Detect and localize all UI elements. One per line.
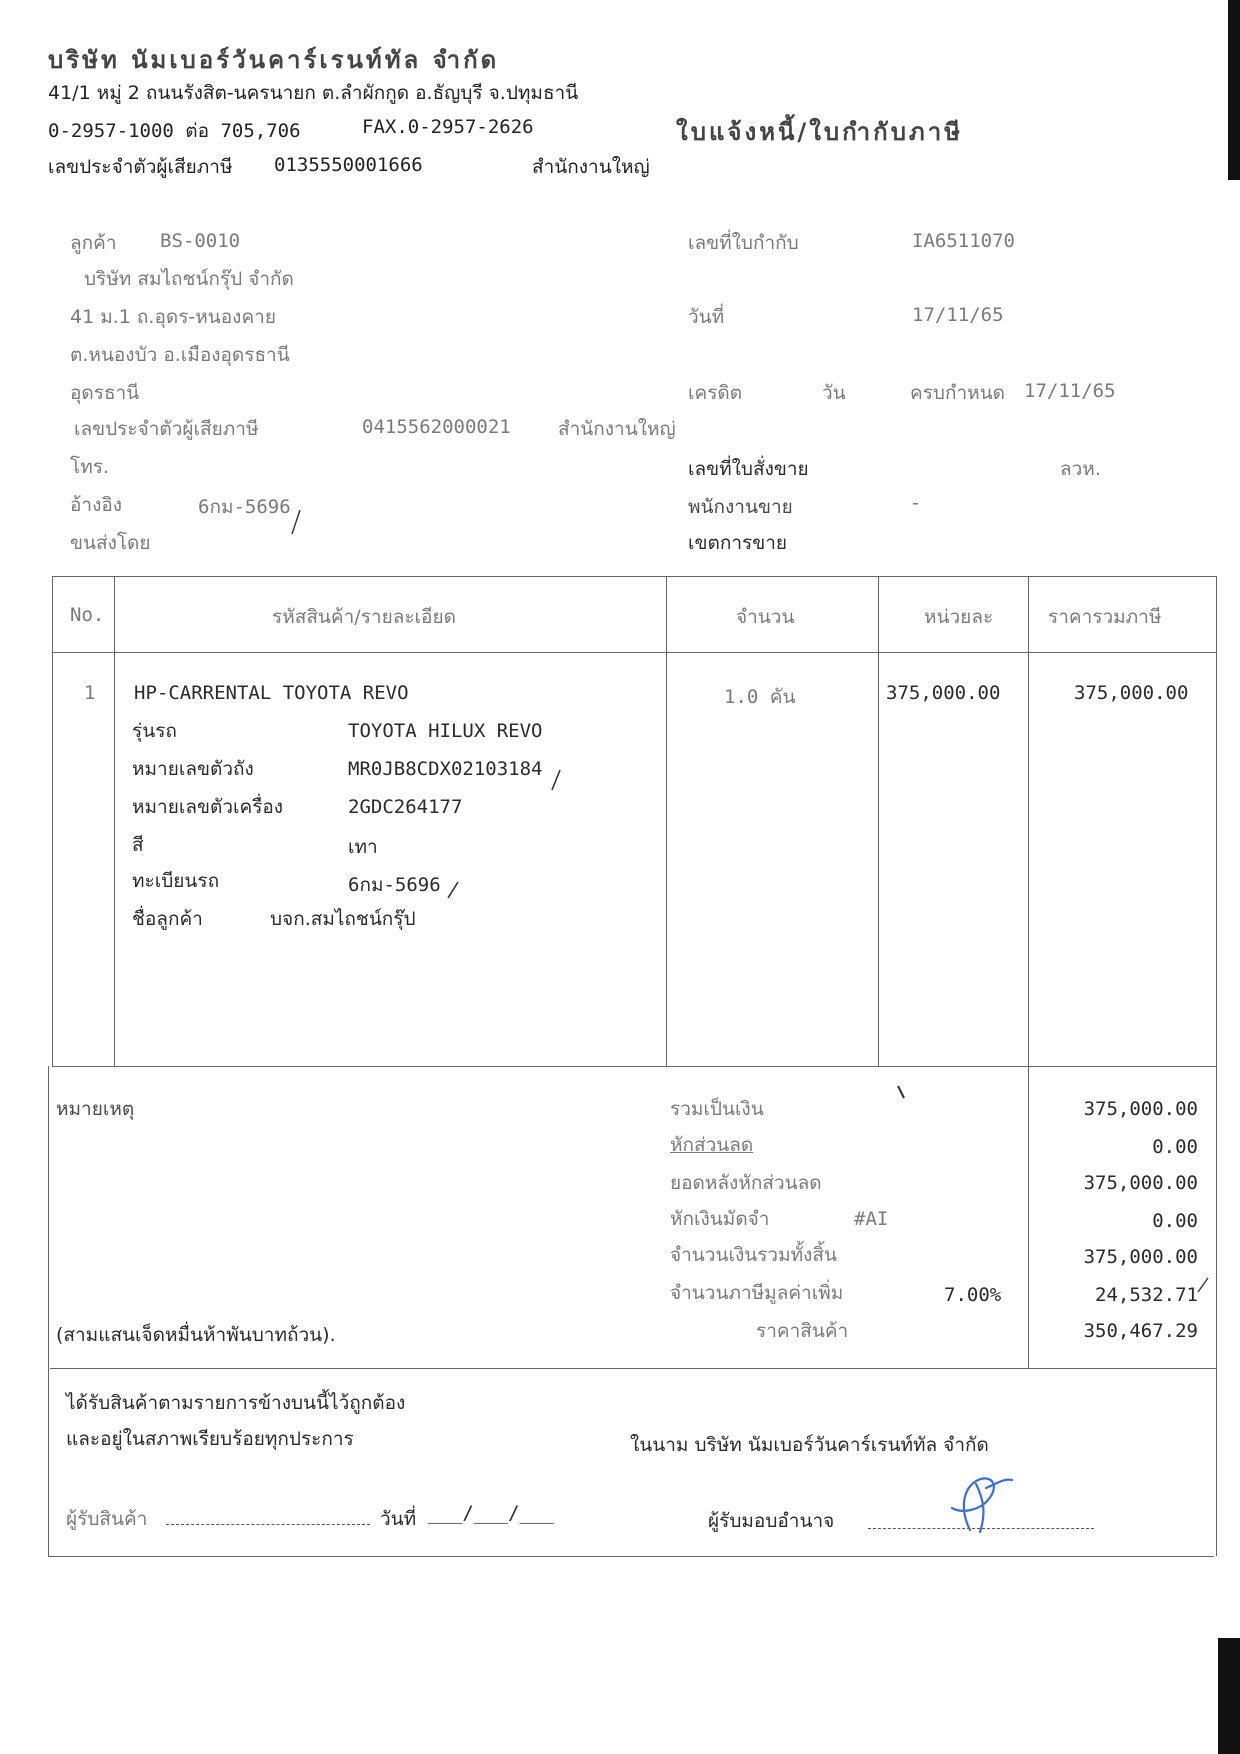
invoice-no-label: เลขที่ใบกำกับ bbox=[688, 232, 799, 254]
due-date: 17/11/65 bbox=[1024, 380, 1116, 402]
row-total: 375,000.00 bbox=[1074, 682, 1189, 704]
credit-days-label: วัน bbox=[822, 382, 846, 404]
header-unit-price: หน่วยละ bbox=[924, 606, 994, 628]
summary-label-discount: หักส่วนลด bbox=[670, 1134, 754, 1156]
invoice-no: IA6511070 bbox=[912, 230, 1015, 252]
company-phone: 0-2957-1000 ต่อ 705,706 bbox=[48, 120, 301, 142]
summary-label-subtotal: รวมเป็นเงิน bbox=[670, 1098, 764, 1120]
header-description: รหัสสินค้า/รายละเอียด bbox=[272, 606, 456, 628]
handwritten-signature bbox=[940, 1470, 1020, 1540]
row-no: 1 bbox=[84, 682, 96, 704]
received-statement-2: และอยู่ในสภาพเรียบร้อยทุกประการ bbox=[66, 1428, 354, 1450]
company-address: 41/1 หมู่ 2 ถนนรังสิต-นครนายก ต.ลำผักกูด อ.ธัญบุรี จ.ปทุมธานี bbox=[48, 82, 579, 104]
summary-value-discount: 0.00 bbox=[1152, 1136, 1198, 1158]
header-no: No. bbox=[70, 604, 105, 626]
summary-value-subtotal: 375,000.00 bbox=[1083, 1098, 1198, 1120]
summary-value-deposit: 0.00 bbox=[1152, 1210, 1198, 1232]
tick-mark bbox=[292, 510, 300, 534]
row-title: HP-CARRENTAL TOYOTA REVO bbox=[134, 682, 409, 704]
receive-date-blank: ___/___/___ bbox=[428, 1502, 554, 1524]
scan-edge-bar-bottom bbox=[1218, 1638, 1240, 1754]
row-quantity: 1.0 คัน bbox=[724, 686, 796, 708]
summary-label-grand-total: จำนวนเงินรวมทั้งสิ้น bbox=[670, 1244, 837, 1266]
document-title: ใบแจ้งหนี้/ใบกำกับภาษี bbox=[676, 118, 964, 146]
summary-value-grand-total: 375,000.00 bbox=[1083, 1246, 1198, 1268]
summary-value-after-discount: 375,000.00 bbox=[1083, 1172, 1198, 1194]
detail-label-color: สี bbox=[132, 834, 144, 856]
receiver-label: ผู้รับสินค้า bbox=[66, 1508, 148, 1530]
salesperson-value: - bbox=[912, 492, 919, 514]
customer-address-3: อุดรธานี bbox=[70, 382, 140, 404]
detail-value-customer: บจก.สมไถชน์กรุ๊ป bbox=[270, 908, 416, 930]
date-label: วันที่ bbox=[688, 306, 725, 328]
summary-value-net-price: 350,467.29 bbox=[1083, 1320, 1198, 1342]
customer-code: BS-0010 bbox=[160, 230, 241, 252]
detail-label-engine: หมายเลขตัวเครื่อง bbox=[132, 796, 284, 818]
summary-label-vat: จำนวนภาษีมูลค่าเพิ่ม bbox=[670, 1282, 844, 1304]
detail-value-chassis: MR0JB8CDX02103184 bbox=[348, 758, 543, 780]
on-behalf-of: ในนาม บริษัท นัมเบอร์วันคาร์เรนท์ทัล จำกัด bbox=[630, 1434, 989, 1456]
detail-value-plate: 6กม-5696 bbox=[348, 874, 441, 896]
tick-mark bbox=[448, 882, 458, 898]
authorized-label: ผู้รับมอบอำนาจ bbox=[708, 1510, 835, 1532]
tick-mark bbox=[552, 770, 560, 790]
remark-label: หมายเหตุ bbox=[56, 1098, 135, 1120]
customer-branch: สำนักงานใหญ่ bbox=[558, 418, 676, 440]
receiver-signature-line bbox=[166, 1524, 370, 1525]
company-branch: สำนักงานใหญ่ bbox=[532, 156, 650, 178]
customer-tax-label: เลขประจำตัวผู้เสียภาษี bbox=[74, 418, 259, 440]
receive-date-label: วันที่ bbox=[380, 1508, 417, 1530]
credit-label: เครดิต bbox=[688, 382, 743, 404]
sales-area-label: เขตการขาย bbox=[688, 532, 787, 554]
detail-label-plate: ทะเบียนรถ bbox=[132, 870, 220, 892]
customer-name: บริษัท สมไถชน์กรุ๊ป จำกัด bbox=[84, 268, 294, 290]
detail-label-chassis: หมายเลขตัวถัง bbox=[132, 758, 254, 780]
summary-label-deposit: หักเงินมัดจำ bbox=[670, 1208, 770, 1230]
detail-value-model: TOYOTA HILUX REVO bbox=[348, 720, 543, 742]
summary-value-vat: 24,532.71 bbox=[1095, 1284, 1198, 1306]
sales-order-extra: ลวห. bbox=[1060, 458, 1101, 480]
signature-stroke bbox=[952, 1478, 1012, 1532]
company-tax-id-label: เลขประจำตัวผู้เสียภาษี bbox=[48, 156, 233, 178]
customer-ref: 6กม-5696 bbox=[198, 496, 291, 518]
company-tax-id: 0135550001666 bbox=[274, 154, 423, 176]
summary-label-net-price: ราคาสินค้า bbox=[756, 1320, 849, 1342]
company-name: บริษัท นัมเบอร์วันคาร์เรนท์ทัล จำกัด bbox=[48, 46, 500, 74]
summary-vat-rate: 7.00% bbox=[944, 1284, 1002, 1306]
customer-ship-label: ขนส่งโดย bbox=[70, 532, 151, 554]
summary-deposit-code: #AI bbox=[854, 1208, 889, 1230]
header-total: ราคารวมภาษี bbox=[1048, 606, 1162, 628]
due-label: ครบกำหนด bbox=[910, 382, 1005, 404]
sales-order-label: เลขที่ใบสั่งขาย bbox=[688, 458, 809, 480]
customer-ref-label: อ้างอิง bbox=[70, 494, 123, 516]
salesperson-label: พนักงานขาย bbox=[688, 496, 793, 518]
tick-mark bbox=[898, 1086, 904, 1098]
detail-label-model: รุ่นรถ bbox=[132, 720, 177, 742]
detail-value-engine: 2GDC264177 bbox=[348, 796, 463, 818]
customer-label: ลูกค้า bbox=[70, 232, 117, 254]
customer-address-1: 41 ม.1 ถ.อุดร-หนองคาย bbox=[70, 306, 276, 328]
row-unit-price: 375,000.00 bbox=[886, 682, 1001, 704]
amount-in-words: (สามแสนเจ็ดหมื่นห้าพันบาทถ้วน). bbox=[56, 1324, 336, 1346]
scan-edge-bar-top bbox=[1228, 0, 1240, 180]
customer-address-2: ต.หนองบัว อ.เมืองอุดรธานี bbox=[70, 344, 290, 366]
detail-value-color: เทา bbox=[348, 836, 378, 858]
summary-label-after-discount: ยอดหลังหักส่วนลด bbox=[670, 1172, 822, 1194]
customer-tel-label: โทร. bbox=[70, 456, 109, 478]
detail-label-customer: ชื่อลูกค้า bbox=[132, 908, 203, 930]
header-quantity: จำนวน bbox=[736, 606, 795, 628]
company-fax: FAX.0-2957-2626 bbox=[362, 116, 534, 138]
invoice-date: 17/11/65 bbox=[912, 304, 1004, 326]
customer-tax-id: 0415562000021 bbox=[362, 416, 511, 438]
tick-mark bbox=[1198, 1278, 1208, 1292]
received-statement-1: ได้รับสินค้าตามรายการข้างบนนี้ไว้ถูกต้อง bbox=[66, 1392, 406, 1414]
